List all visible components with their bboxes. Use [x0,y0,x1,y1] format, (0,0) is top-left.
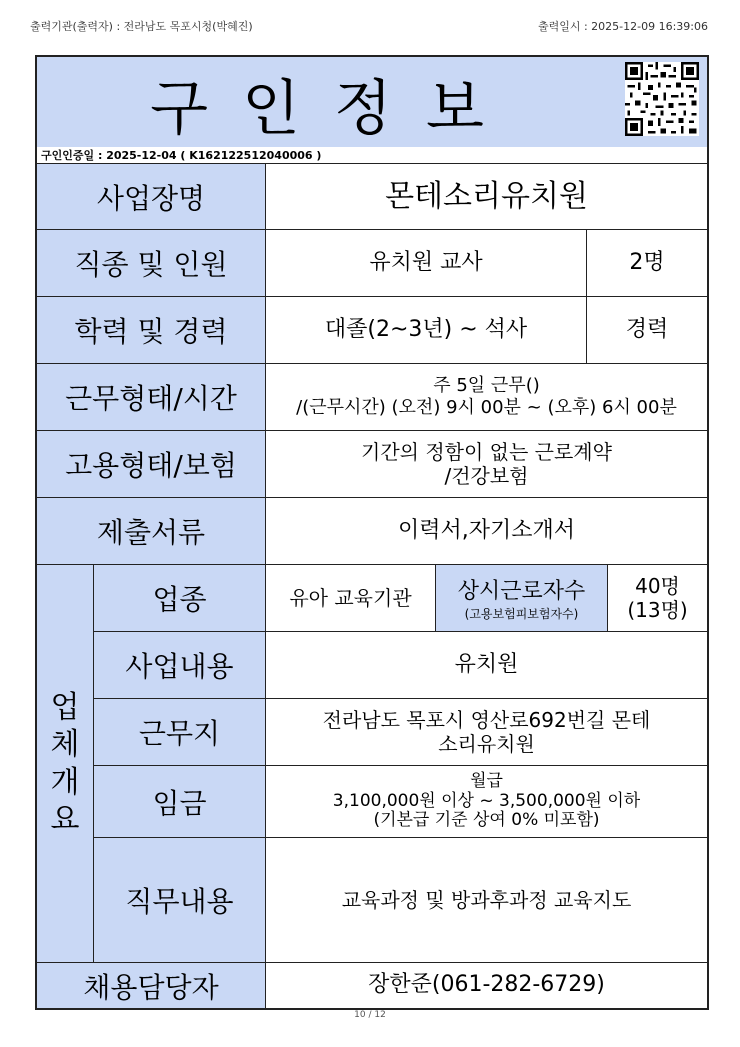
wage-value [266,766,707,838]
workers-value [608,565,707,632]
wage-line2: 3,100,000원 이상 ~ 3,500,000원 이하 [332,790,641,811]
overview-char-2: 체 [50,727,80,762]
employment-value [266,431,707,498]
workers-label-main: 상시근로자수 [457,579,586,604]
issuer-text: 출력기관(출력자) : 전라남도 목포시청(박혜진) [30,20,253,33]
documents-label: 제출서류 [37,498,266,565]
wage-label: 임금 [94,766,266,838]
work-hours-value [266,364,707,431]
overview-char-3: 개 [50,764,80,800]
job-info-sheet [35,55,709,1010]
career-value: 경력 [587,297,707,364]
overview-char-1: 업 [50,689,80,725]
education-value: 대졸(2~3년) ~ 석사 [266,297,587,364]
qr-code-icon [625,62,699,136]
job-type-value: 유치원 교사 [266,230,587,297]
contact-value: 장한준(061-282-6729) [266,963,707,1008]
location-label: 근무지 [94,699,266,766]
contact-label: 채용담당자 [37,963,266,1008]
work-hours-label: 근무형태/시간 [37,364,266,431]
industry-label: 업종 [94,565,266,632]
workers-total: 40명 [635,574,680,598]
business-name-value: 몬테소리유치원 [266,164,707,230]
documents-value: 이력서,자기소개서 [266,498,707,565]
duties-value: 교육과정 및 방과후과정 교육지도 [266,838,707,963]
company-overview-label [37,565,94,963]
page-title: 구인정보 [150,74,518,144]
printed-at-text: 출력일시 : 2025-12-09 16:39:06 [537,20,708,33]
certification-line: 구인인증일 : 2025-12-04 ( K162122512040006 ) [37,147,707,164]
duties-label: 직무내용 [94,838,266,963]
location-value [266,699,707,766]
title-banner [37,57,707,148]
work-hours-line1: 주 5일 근무() [433,375,540,397]
work-hours-line2: /(근무시간) (오전) 9시 00분 ~ (오후) 6시 00분 [296,397,677,418]
wage-line1: 월급 [470,771,503,792]
workers-label-sub: (고용보험피보험자수) [464,607,579,621]
business-content-value: 유치원 [266,632,707,699]
overview-char-4: 요 [50,802,80,837]
employment-line2: /건강보험 [444,464,529,488]
employment-line1: 기간의 정함이 없는 근로계약 [361,440,612,464]
location-line1: 전라남도 목포시 영산로692번길 몬테 [322,708,651,732]
location-line2: 소리유치원 [438,732,535,756]
page-number: 10 / 12 [354,1010,386,1020]
industry-value: 유아 교육기관 [266,565,436,632]
education-label: 학력 및 경력 [37,297,266,364]
job-type-label: 직종 및 인원 [37,230,266,297]
workers-insured: (13명) [627,598,688,622]
employment-label: 고용형태/보험 [37,431,266,498]
workers-label [436,565,608,632]
business-content-label: 사업내용 [94,632,266,699]
job-count-value: 2명 [587,230,707,297]
wage-line3: (기본급 기준 상여 0% 미포함) [373,810,600,831]
business-name-label: 사업장명 [37,164,266,230]
